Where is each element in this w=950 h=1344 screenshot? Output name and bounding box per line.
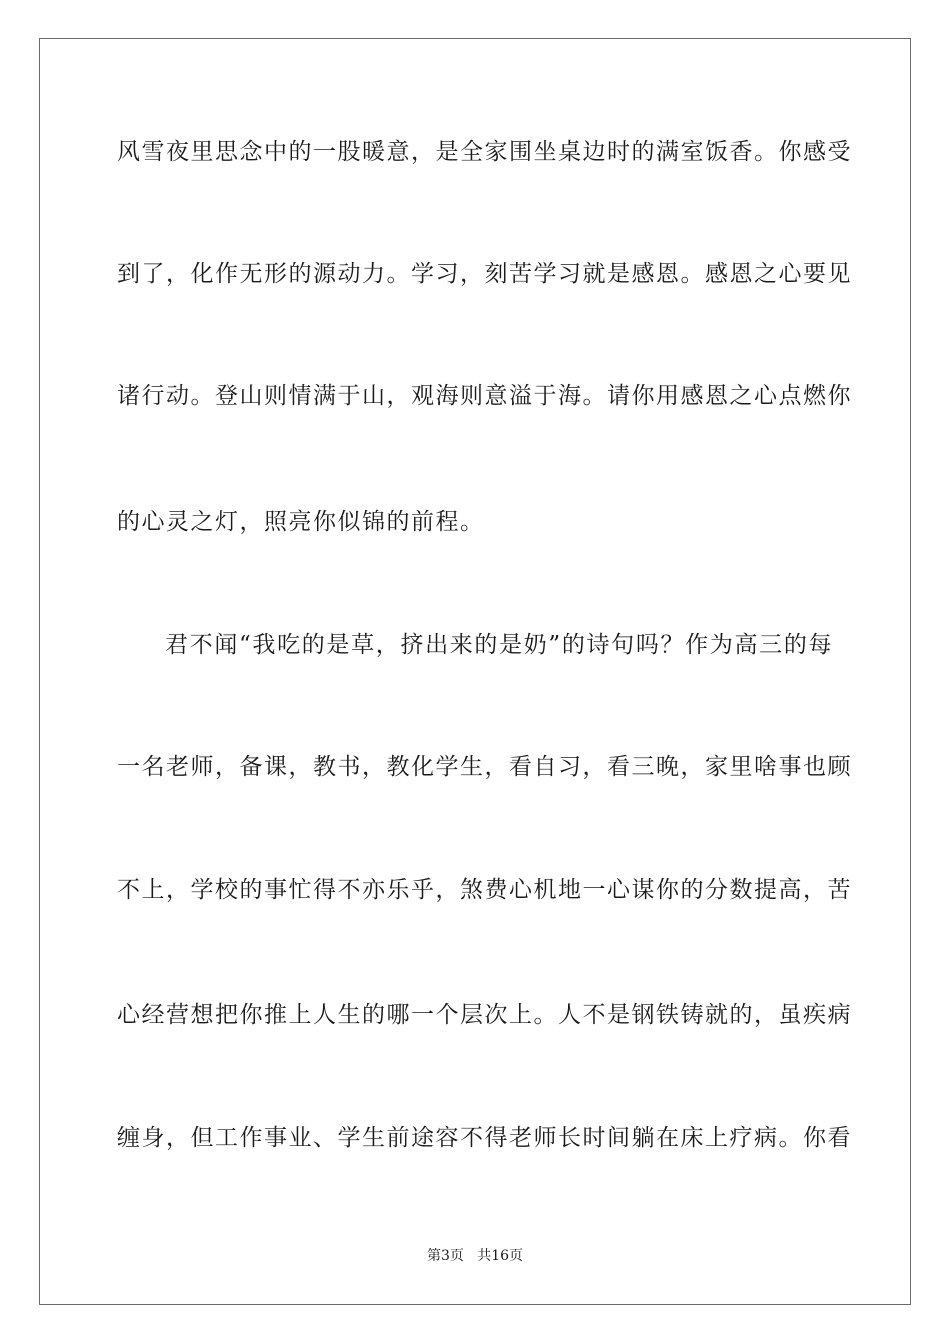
paragraph-line: 不上，学校的事忙得不亦乐乎，煞费心机地一心谋你的分数提高，苦 bbox=[117, 877, 852, 903]
page-border bbox=[39, 38, 911, 1305]
paragraph-line: 的心灵之灯，照亮你似锦的前程。 bbox=[117, 509, 485, 535]
paragraph-line: 缠身，但工作事业、学生前途容不得老师长时间躺在床上疗病。你看 bbox=[117, 1125, 852, 1151]
paragraph-line: 诸行动。登山则情满于山，观海则意溢于海。请你用感恩之心点燃你 bbox=[117, 383, 852, 409]
paragraph-line: 到了，化作无形的源动力。学习，刻苦学习就是感恩。感恩之心要见 bbox=[117, 261, 852, 287]
page-number-footer: 第3页 共16页 bbox=[426, 1248, 524, 1264]
paragraph-line: 一名老师，备课，教书，教化学生，看自习，看三晚，家里啥事也顾 bbox=[117, 754, 852, 780]
paragraph-line: 心经营想把你推上人生的哪一个层次上。人不是钢铁铸就的，虽疾病 bbox=[117, 1002, 852, 1028]
paragraph-line: 风雪夜里思念中的一股暖意，是全家围坐桌边时的满室饭香。你感受 bbox=[117, 139, 852, 165]
paragraph-line: 君不闻“我吃的是草，挤出来的是奶”的诗句吗？作为高三的每 bbox=[165, 632, 833, 658]
